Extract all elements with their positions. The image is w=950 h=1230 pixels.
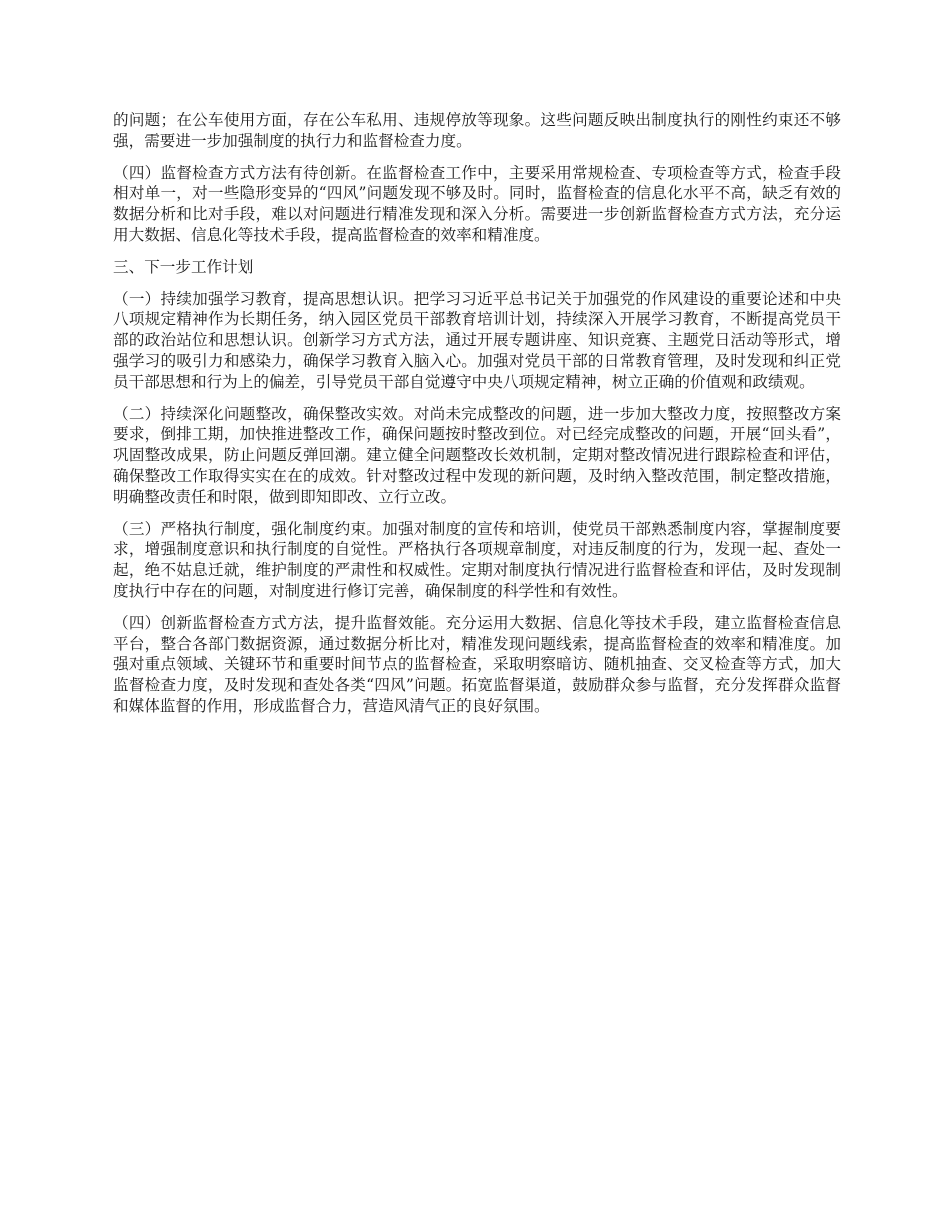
paragraph-plan-enforce-rules: （三）严格执行制度，强化制度约束。加强对制度的宣传和培训，使党员干部熟悉制度内容，掌握制度要求，增强制度意识和执行制度的自觉性。严格执行各项规章制度，对违反制度的行为，发现一起、查处一起，绝不姑息迁就，维护制度的严肃性和权威性。定期对制度执行情况进行监督检查和评估，及时发现制度执行中存在的问题，对制度进行修订完善，确保制度的科学性和有效性。 (113, 519, 841, 600)
paragraph-inspection-methods-problem: （四）监督检查方式方法有待创新。在监督检查工作中，主要采用常规检查、专项检查等方式，检查手段相对单一，对一些隐形变异的“四风”问题发现不够及时。同时，监督检查的信息化水平不高，缺乏有效的数据分析和比对手段，难以对问题进行精准发现和深入分析。需要进一步创新监督检查方式方法，充分运用大数据、信息化等技术手段，提高监督检查的效率和精准度。 (113, 163, 841, 244)
document-body (113, 110, 841, 728)
paragraph-plan-study-education: （一）持续加强学习教育，提高思想认识。把学习习近平总书记关于加强党的作风建设的重要论述和中央八项规定精神作为长期任务，纳入园区党员干部教育培训计划，持续深入开展学习教育，不断提高党员干部的政治站位和思想认识。创新学习方式方法，通过开展专题讲座、知识竞赛、主题党日活动等形式，增强学习的吸引力和感染力，确保学习教育入脑入心。加强对党员干部的日常教育管理，及时发现和纠正党员干部思想和行为上的偏差，引导党员干部自觉遵守中央八项规定精神，树立正确的价值观和政绩观。 (113, 289, 841, 391)
paragraph-plan-rectification: （二）持续深化问题整改，确保整改实效。对尚未完成整改的问题，进一步加大整改力度，按照整改方案要求，倒排工期，加快推进整改工作，确保问题按时整改到位。对已经完成整改的问题，开展“回头看”，巩固整改成果，防止问题反弹回潮。建立健全问题整改长效机制，定期对整改情况进行跟踪检查和评估，确保整改工作取得实实在在的成效。针对整改过程中发现的新问题，及时纳入整改范围，制定整改措施，明确整改责任和时限，做到即知即改、立行立改。 (113, 404, 841, 506)
section-heading-next-steps: 三、下一步工作计划 (113, 257, 254, 276)
paragraph-continued-problems: 的问题；在公车使用方面，存在公车私用、违规停放等现象。这些问题反映出制度执行的刚性约束还不够强，需要进一步加强制度的执行力和监督检查力度。 (113, 111, 841, 150)
paragraph-plan-innovate-supervision: （四）创新监督检查方式方法，提升监督效能。充分运用大数据、信息化等技术手段，建立监督检查信息平台，整合各部门数据资源，通过数据分析比对，精准发现问题线索，提高监督检查的效率和精准度。加强对重点领域、关键环节和重要时间节点的监督检查，采取明察暗访、随机抽查、交叉检查等方式，加大监督检查力度，及时发现和查处各类“四风”问题。拓宽监督渠道，鼓励群众参与监督，充分发挥群众监督和媒体监督的作用，形成监督合力，营造风清气正的良好氛围。 (113, 613, 841, 715)
